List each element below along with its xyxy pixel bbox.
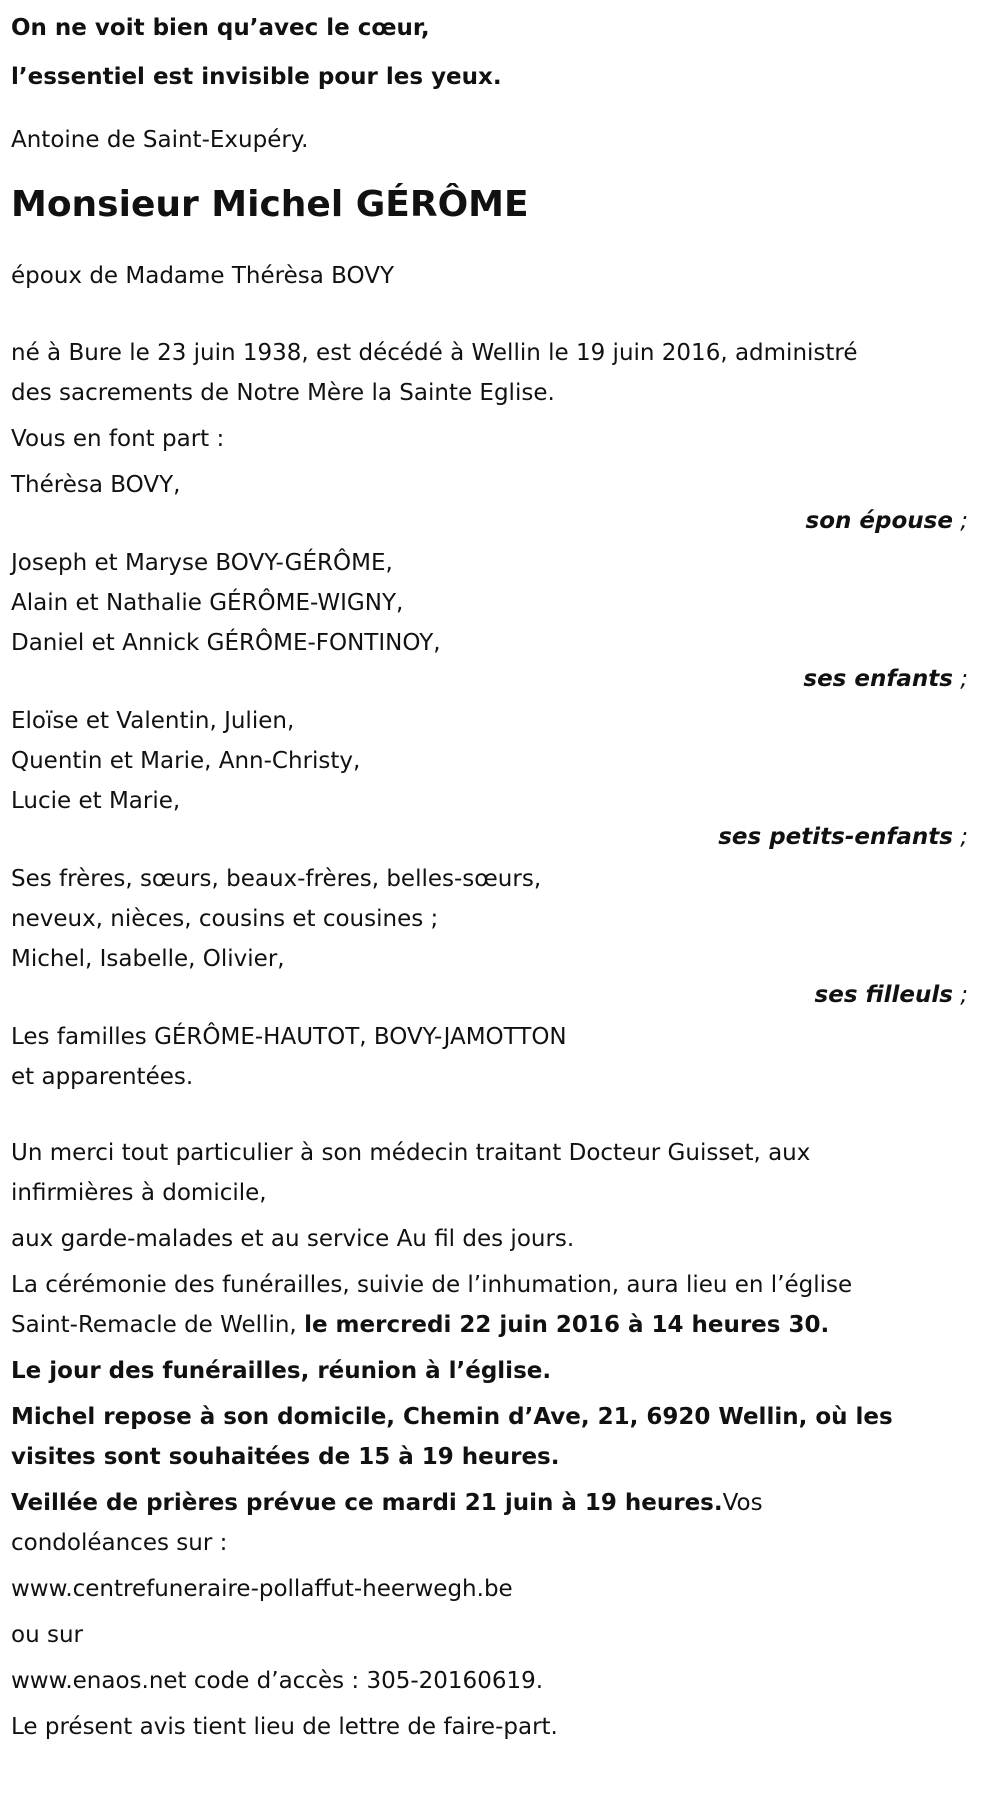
family-name-line: Daniel et Annick GÉRÔME-FONTINOY, [11,630,441,656]
ceremony-place: Saint-Remacle de Wellin, [11,1312,305,1338]
thanks-line-3: aux garde-malades et au service Au fil des jours. [11,1226,575,1252]
other-families-line-1: Les familles GÉRÔME-HAUTOT, BOVY-JAMOTTON [11,1024,567,1050]
rest-line-1: Michel repose à son domicile, Chemin d’Ave, 21, 6920 Wellin, où les [11,1404,893,1430]
relation-separator: ; [952,824,968,850]
vigil-condolences-start: Vos [722,1490,763,1516]
relation-text: son épouse [805,508,953,534]
family-name-line: Eloïse et Valentin, Julien, [11,708,295,734]
relation-label [11,505,986,537]
rest-line-2: visites sont souhaitées de 15 à 19 heures. [11,1444,560,1470]
relation-text: ses filleuls [814,982,953,1008]
quote-line-1: On ne voit bien qu’avec le cœur, [11,15,430,41]
relation-separator: ; [952,666,968,692]
relation-label [11,979,986,1011]
thanks-line-2: infirmières à domicile, [11,1180,267,1206]
relation-label [11,821,986,853]
family-group-godchildren [11,859,986,1011]
vigil-text: Veillée de prières prévue ce mardi 21 juin à 19 heures. [11,1490,723,1516]
thanks-block [11,1133,986,1213]
family-group-children [11,543,986,695]
rest-block [11,1397,986,1477]
family-group-grandchildren [11,701,986,853]
obituary-notice [0,4,1000,1799]
meeting-line: Le jour des funérailles, réunion à l’église. [11,1358,552,1384]
quote-line-2: l’essentiel est invisible pour les yeux. [11,64,502,90]
ceremony-line-2 [11,1305,986,1345]
closing-line: Le présent avis tient lieu de lettre de faire-part. [11,1714,558,1740]
quote-block [11,4,986,102]
or-text: ou sur [11,1622,83,1648]
ceremony-line-1: La cérémonie des funérailles, suivie de l’inhumation, aura lieu en l’église [11,1272,853,1298]
ceremony-block [11,1265,986,1345]
announce-line: Vous en font part : [11,426,225,452]
relation-label [11,663,986,695]
relation-separator: ; [952,982,968,1008]
birth-death-info [11,333,986,413]
relation-text: ses petits-enfants [718,824,953,850]
family-name-line: neveux, nièces, cousins et cousines ; [11,906,439,932]
birth-line-1: né à Bure le 23 juin 1938, est décédé à Wellin le 19 juin 2016, administré [11,340,858,366]
deceased-name: Monsieur Michel GÉRÔME [11,184,529,225]
vigil-line-1 [11,1483,986,1523]
family-name-line: Thérèsa BOVY, [11,472,181,498]
spouse-line: époux de Madame Thérèsa BOVY [11,263,395,289]
other-families [11,1017,986,1097]
family-group-spouse [11,465,986,537]
thanks-line-1: Un merci tout particulier à son médecin traitant Docteur Guisset, aux [11,1140,811,1166]
relation-text: ses enfants [803,666,953,692]
family-name-line: Michel, Isabelle, Olivier, [11,946,285,972]
family-name-line: Quentin et Marie, Ann-Christy, [11,748,361,774]
vigil-line-2: condoléances sur : [11,1530,228,1556]
other-families-line-2: et apparentées. [11,1064,194,1090]
family-name-line: Joseph et Maryse BOVY-GÉRÔME, [11,550,393,576]
relation-separator: ; [952,508,968,534]
website-link-2[interactable]: www.enaos.net code d’accès : 305-20160619. [11,1668,544,1694]
ceremony-date: le mercredi 22 juin 2016 à 14 heures 30. [304,1312,830,1338]
vigil-block [11,1483,986,1563]
family-name-line: Ses frères, sœurs, beaux-frères, belles-sœurs, [11,866,542,892]
quote-author: Antoine de Saint-Exupéry. [11,127,309,153]
family-name-line: Lucie et Marie, [11,788,181,814]
website-link-1[interactable]: www.centrefuneraire-pollaffut-heerwegh.be [11,1576,513,1602]
family-name-line: Alain et Nathalie GÉRÔME-WIGNY, [11,590,404,616]
birth-line-2: des sacrements de Notre Mère la Sainte Eglise. [11,380,555,406]
